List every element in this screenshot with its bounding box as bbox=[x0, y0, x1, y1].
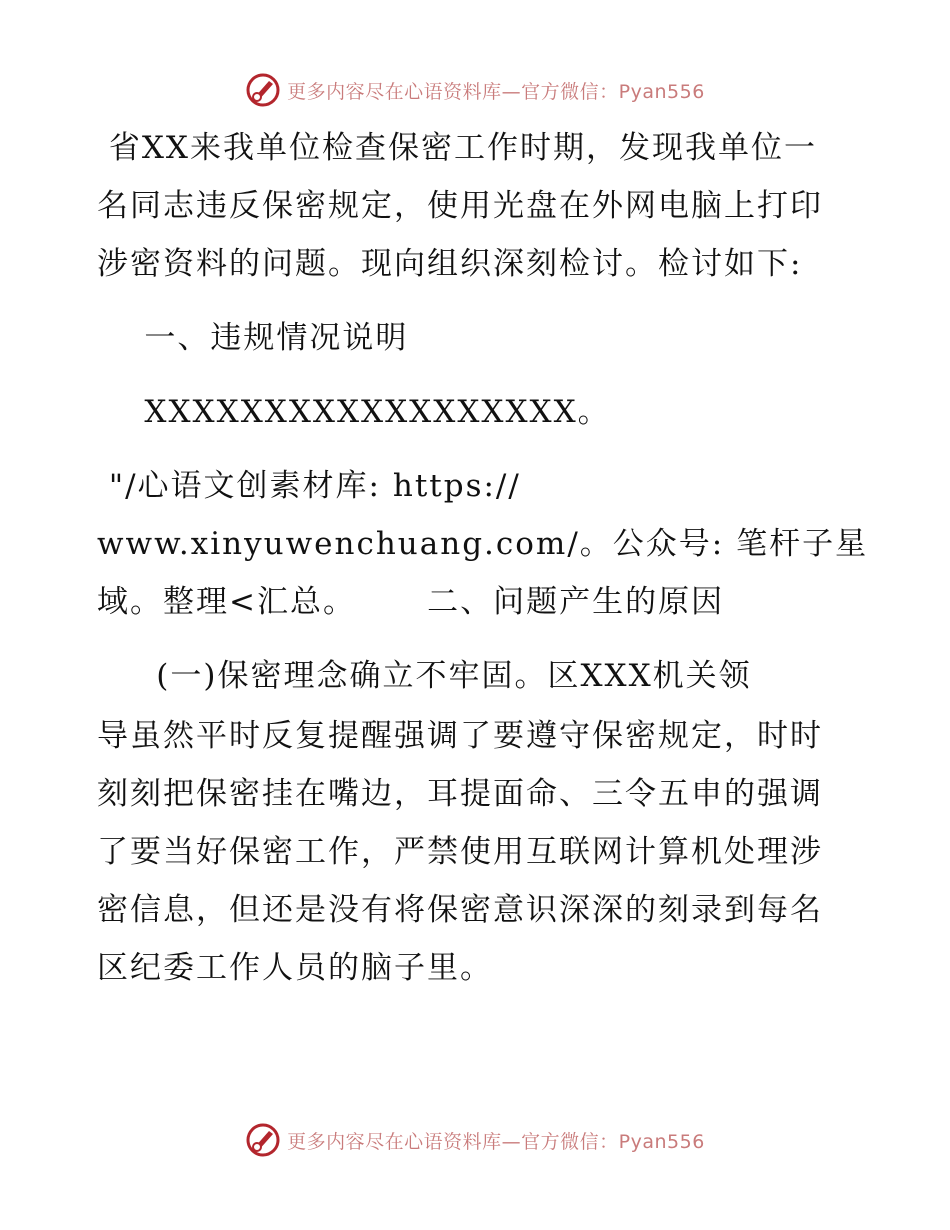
paragraph-line-1: (一)保密理念确立不牢固。区XXX机关领 bbox=[97, 658, 752, 694]
section-heading-2: 域。整理<汇总。 二、问题产生的原因 bbox=[97, 584, 725, 620]
watermark-wechat: Pyan556 bbox=[618, 1130, 705, 1153]
paragraph-line-5: 密信息，但还是没有将保密意识深深的刻录到每名 bbox=[97, 892, 823, 928]
watermark-label: 更多内容尽在心语资料库—官方微信： bbox=[287, 1130, 619, 1153]
body-line-6: www.xinyuwenchuang.com/。公众号: 笔杆子星 bbox=[97, 526, 869, 562]
paragraph-line-4: 了要当好保密工作，严禁使用互联网计算机处理涉 bbox=[97, 834, 823, 870]
paragraph-line-2: 导虽然平时反复提醒强调了要遵守保密规定，时时 bbox=[97, 718, 823, 754]
body-line-3: 涉密资料的问题。现向组织深刻检讨。检讨如下: bbox=[97, 246, 803, 282]
body-line-4: XXXXXXXXXXXXXXXXXX。 bbox=[97, 394, 611, 430]
footer-watermark bbox=[0, 1120, 950, 1160]
brush-pen-logo-icon bbox=[245, 72, 281, 108]
paragraph-line-3: 刻刻把保密挂在嘴边，耳提面命、三令五申的强调 bbox=[97, 776, 823, 812]
header-watermark bbox=[0, 70, 950, 110]
body-line-1: 省XX来我单位检查保密工作时期，发现我单位一 bbox=[97, 130, 817, 166]
watermark-label: 更多内容尽在心语资料库—官方微信： bbox=[287, 80, 619, 103]
body-line-5: "/心语文创素材库: https:// bbox=[97, 468, 521, 504]
section-heading-1: 一、违规情况说明 bbox=[97, 320, 409, 356]
paragraph-line-6: 区纪委工作人员的脑子里。 bbox=[97, 950, 493, 986]
watermark-text bbox=[287, 1127, 705, 1154]
body-line-2: 名同志违反保密规定，使用光盘在外网电脑上打印 bbox=[97, 188, 823, 224]
brush-pen-logo-icon bbox=[245, 1122, 281, 1158]
watermark-wechat: Pyan556 bbox=[618, 80, 705, 103]
watermark-text bbox=[287, 77, 705, 104]
